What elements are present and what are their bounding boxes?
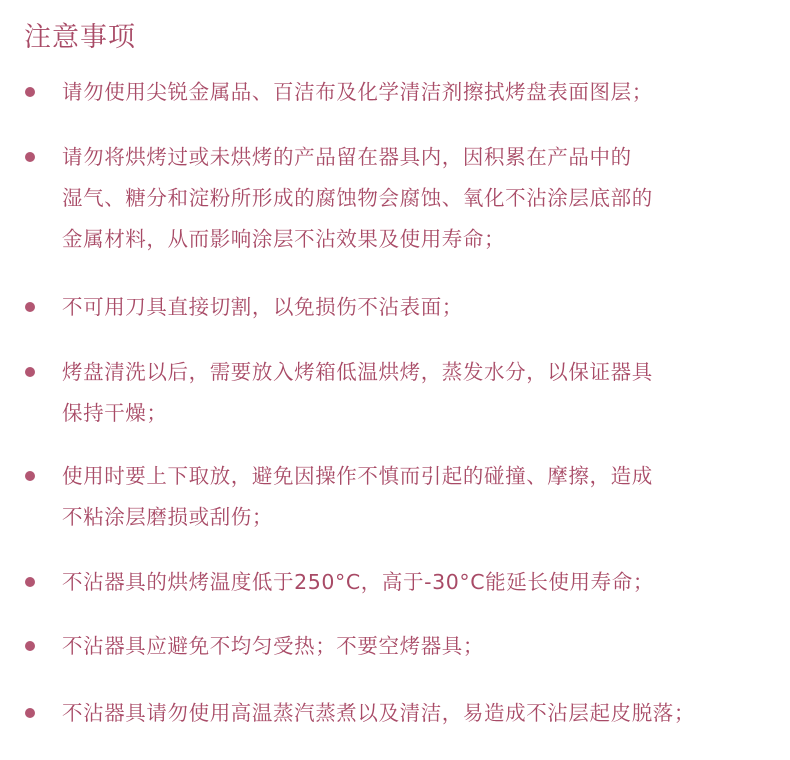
list-item-line: 金属材料，从而影响涂层不沾效果及使用寿命； (62, 227, 506, 251)
list-item-line: 湿气、糖分和淀粉所形成的腐蚀物会腐蚀、氧化不沾涂层底部的 (62, 186, 653, 210)
list-item-text (62, 354, 782, 432)
bullet-icon (25, 87, 35, 97)
list-item-line: 烤盘清洗以后，需要放入烤箱低温烘烤，蒸发水分，以保证器具 (62, 360, 653, 384)
bullet-icon (25, 367, 35, 377)
list-item-text (62, 628, 782, 665)
bullet-icon (25, 708, 35, 718)
list-item-line: 保持干燥； (62, 401, 168, 425)
list-item-text (62, 74, 782, 111)
list-item-line: 不粘涂层磨损或刮伤； (62, 505, 273, 529)
list-item-text (62, 695, 782, 732)
list-item-line: 不沾器具应避免不均匀受热；不要空烤器具； (62, 634, 484, 658)
list-item-line: 不可用刀具直接切割，以免损伤不沾表面； (62, 295, 463, 319)
list-item-line: 请勿将烘烤过或未烘烤的产品留在器具内，因积累在产品中的 (62, 145, 632, 169)
bullet-icon (25, 152, 35, 162)
bullet-icon (25, 471, 35, 481)
list-item-text (62, 564, 782, 601)
list-item-line: 不沾器具请勿使用高温蒸汽蒸煮以及清洁，易造成不沾层起皮脱落； (62, 701, 695, 725)
list-item-text (62, 458, 782, 536)
list-item-text (62, 289, 782, 326)
list-item-text (62, 139, 782, 258)
list-item-line: 请勿使用尖锐金属品、百洁布及化学清洁剂擦拭烤盘表面图层； (62, 80, 653, 104)
bullet-icon (25, 577, 35, 587)
list-item-line: 使用时要上下取放，避免因操作不慎而引起的碰撞、摩擦，造成 (62, 464, 653, 488)
bullet-icon (25, 302, 35, 312)
bullet-icon (25, 641, 35, 651)
page-title: 注意事项 (24, 22, 136, 53)
list-item-line: 不沾器具的烘烤温度低于250°C，高于-30°C能延长使用寿命； (62, 570, 654, 594)
